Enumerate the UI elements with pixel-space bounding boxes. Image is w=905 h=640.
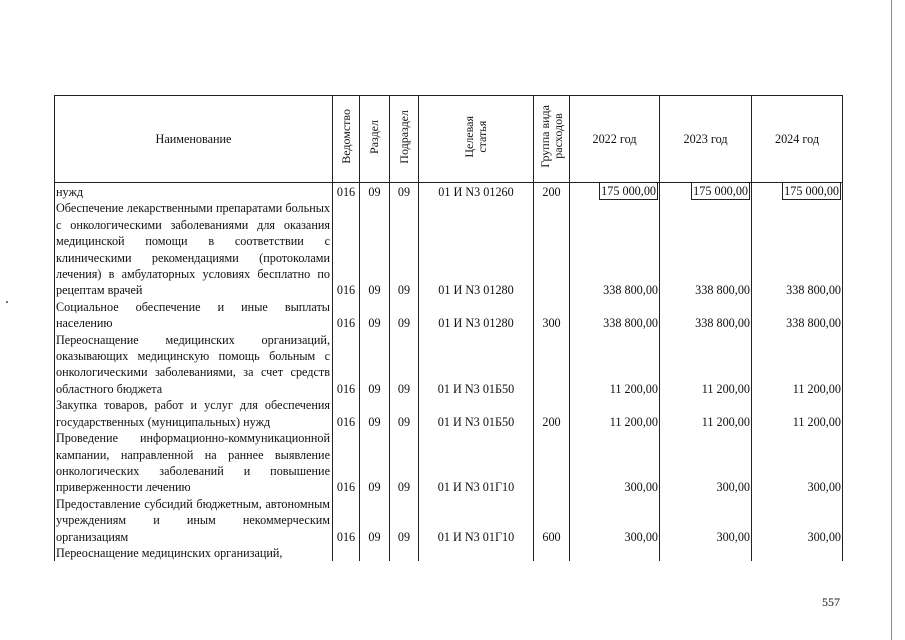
row-amount-2023: 338 800,00	[660, 200, 752, 298]
row-subsection: 09	[390, 183, 419, 201]
row-group	[534, 332, 570, 398]
row-target: 01 И N3 01Г10	[419, 496, 534, 545]
row-target: 01 И N3 01280	[419, 299, 534, 332]
row-subsection: 09	[390, 397, 419, 430]
row-name: Переоснащение медицинских организаций, оказывающих медицинскую помощь больным с онкологическими заболеваниями, за счет средств областного бюджета	[55, 332, 333, 398]
table-row	[55, 430, 843, 496]
row-target: 01 И N3 01Б50	[419, 397, 534, 430]
table-row	[55, 397, 843, 430]
row-name: Обеспечение лекарственными препаратами больных с онкологическими заболеваниями для оказания медицинской помощи в соответствии с клиническими рекомендациями (протоколами лечения) в амбулаторных условиях бесплатно по рецептам врачей	[55, 200, 333, 298]
row-dept: 016	[333, 183, 360, 201]
table-row	[55, 496, 843, 545]
row-amount-2022: 11 200,00	[570, 397, 660, 430]
row-amount-2024: 11 200,00	[752, 397, 843, 430]
header-subsection: Подраздел	[390, 96, 419, 183]
row-subsection: 09	[390, 299, 419, 332]
table-header-row	[55, 96, 843, 183]
row-section: 09	[360, 397, 390, 430]
row-dept: 016	[333, 397, 360, 430]
header-name: Наименование	[55, 96, 333, 183]
row-section: 09	[360, 430, 390, 496]
table-row	[55, 200, 843, 298]
row-amount-2022: 338 800,00	[570, 299, 660, 332]
row-group	[534, 430, 570, 496]
row-group	[534, 200, 570, 298]
row-group: 600	[534, 496, 570, 545]
row-dept: 016	[333, 430, 360, 496]
row-section: 09	[360, 332, 390, 398]
header-dept: Ведомство	[333, 96, 360, 183]
header-section: Раздел	[360, 96, 390, 183]
row-amount-2023: 175 000,00	[691, 183, 750, 200]
row-amount-2024: 338 800,00	[752, 299, 843, 332]
row-amount-2022: 175 000,00	[599, 183, 658, 200]
row-section: 09	[360, 496, 390, 545]
row-group: 200	[534, 397, 570, 430]
row-section: 09	[360, 200, 390, 298]
row-subsection: 09	[390, 430, 419, 496]
scan-speck	[6, 301, 8, 303]
row-amount-2022: 338 800,00	[570, 200, 660, 298]
row-subsection: 09	[390, 332, 419, 398]
row-amount-2024: 300,00	[752, 496, 843, 545]
budget-table	[54, 95, 843, 561]
table-row	[55, 332, 843, 398]
row-amount-2024: 300,00	[752, 430, 843, 496]
row-amount-2022: 300,00	[570, 496, 660, 545]
row-amount-2024: 175 000,00	[782, 183, 841, 200]
row-section: 09	[360, 183, 390, 201]
row-name: нужд	[55, 183, 333, 201]
row-dept: 016	[333, 332, 360, 398]
row-amount-2023: 338 800,00	[660, 299, 752, 332]
row-name: Переоснащение медицинских организаций,	[55, 545, 333, 561]
row-dept: 016	[333, 200, 360, 298]
page-edge-line	[891, 0, 892, 640]
row-amount-2024: 11 200,00	[752, 332, 843, 398]
table-row	[55, 545, 843, 561]
row-amount-2023: 11 200,00	[660, 332, 752, 398]
row-name: Социальное обеспечение и иные выплаты населению	[55, 299, 333, 332]
row-subsection: 09	[390, 496, 419, 545]
header-2022: 2022 год	[570, 96, 660, 183]
row-group: 300	[534, 299, 570, 332]
table-row	[55, 183, 843, 201]
row-name: Предоставление субсидий бюджетным, автономным учреждениям и иным некоммерческим организациям	[55, 496, 333, 545]
row-name: Проведение информационно-коммуникационной кампании, направленной на раннее выявление онкологических заболеваний и повышение приверженности лечению	[55, 430, 333, 496]
row-target: 01 И N3 01280	[419, 200, 534, 298]
row-group: 200	[534, 183, 570, 201]
header-group: Группа вида расходов	[534, 96, 570, 183]
header-target: Целевая статья	[419, 96, 534, 183]
row-amount-2023: 300,00	[660, 430, 752, 496]
table-row	[55, 299, 843, 332]
row-target: 01 И N3 01Б50	[419, 332, 534, 398]
row-dept: 016	[333, 299, 360, 332]
header-2023: 2023 год	[660, 96, 752, 183]
row-name: Закупка товаров, работ и услуг для обеспечения государственных (муниципальных) нужд	[55, 397, 333, 430]
row-target: 01 И N3 01Г10	[419, 430, 534, 496]
page-number: 557	[822, 595, 840, 609]
row-amount-2023: 11 200,00	[660, 397, 752, 430]
row-amount-2022: 11 200,00	[570, 332, 660, 398]
row-target: 01 И N3 01260	[419, 183, 534, 201]
row-subsection: 09	[390, 200, 419, 298]
row-dept: 016	[333, 496, 360, 545]
row-amount-2024: 338 800,00	[752, 200, 843, 298]
row-section: 09	[360, 299, 390, 332]
row-amount-2022: 300,00	[570, 430, 660, 496]
row-amount-2023: 300,00	[660, 496, 752, 545]
header-2024: 2024 год	[752, 96, 843, 183]
